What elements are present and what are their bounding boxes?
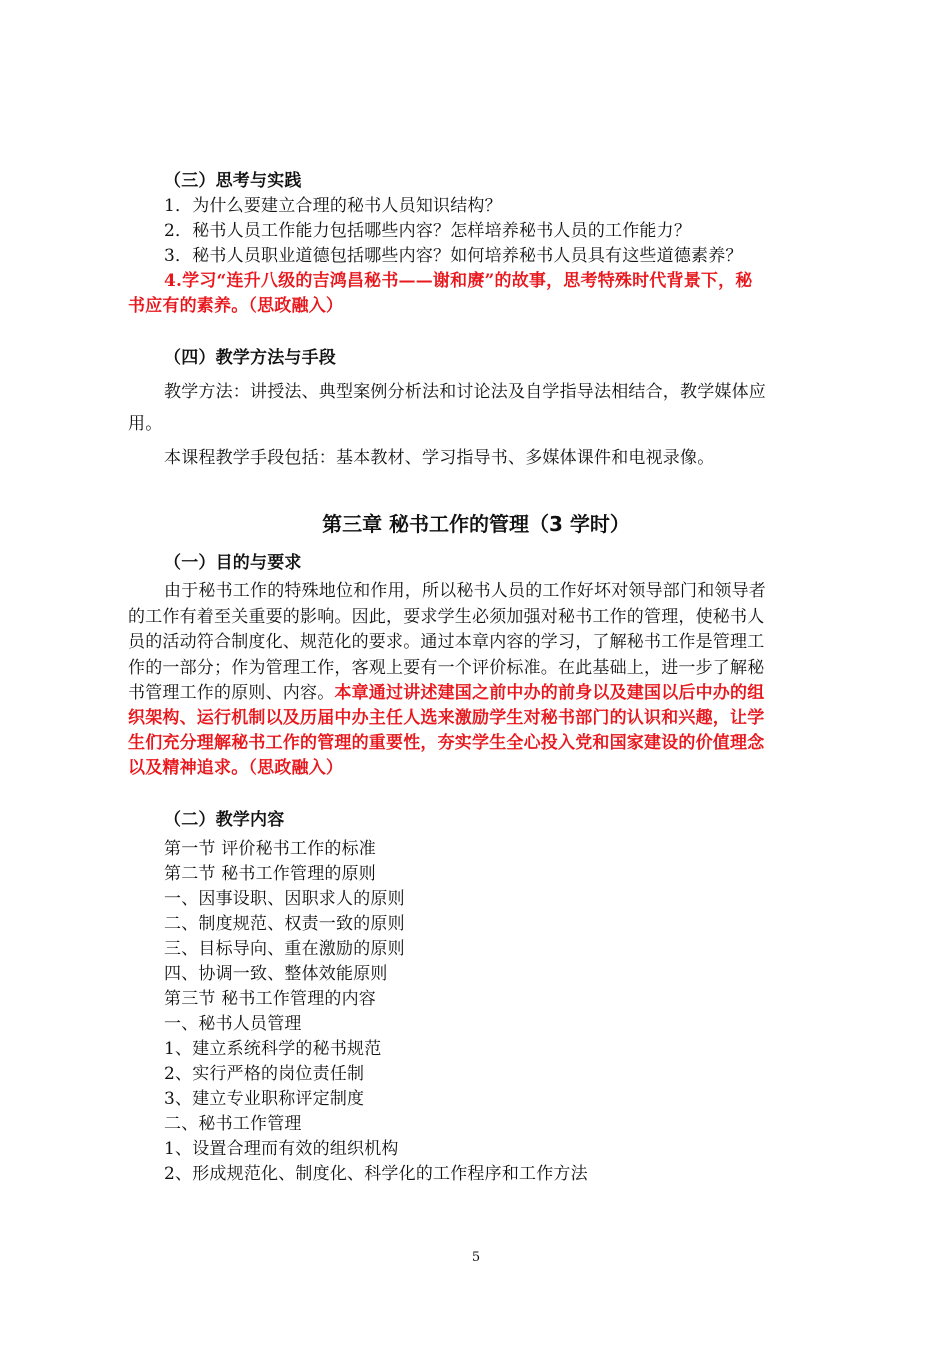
practice-item-3: 3．秘书人员职业道德包括哪些内容？如何培养秘书人员具有这些道德素养？	[164, 246, 743, 266]
content-item: 第一节 评价秘书工作的标准	[164, 839, 377, 859]
goals-red-line-3: 以及精神追求。（思政融入）	[128, 758, 344, 778]
goals-line-5-red: 本章通过讲述建国之前中办的前身以及建国以后中办的组	[334, 683, 765, 703]
practice-item-4-red-line2: 书应有的素养。（思政融入）	[128, 296, 344, 316]
goals-line-5	[128, 681, 764, 705]
content-item: 1、建立系统科学的秘书规范	[164, 1039, 382, 1059]
content-item: 1、设置合理而有效的组织机构	[164, 1139, 399, 1159]
content-item: 2、实行严格的岗位责任制	[164, 1064, 365, 1084]
section-heading-practice: （三）思考与实践	[164, 171, 302, 191]
practice-item-1: 1．为什么要建立合理的秘书人员知识结构？	[164, 196, 502, 216]
methods-paragraph-line1: 教学方法：讲授法、典型案例分析法和讨论法及自学指导法相结合，教学媒体应	[164, 382, 766, 402]
chapter-title: 第三章 秘书工作的管理（3 学时）	[322, 512, 630, 536]
content-item: 2、形成规范化、制度化、科学化的工作程序和工作方法	[164, 1164, 588, 1184]
practice-item-2: 2．秘书人员工作能力包括哪些内容？怎样培养秘书人员的工作能力？	[164, 221, 692, 241]
content-item: 二、制度规范、权责一致的原则	[164, 914, 405, 934]
goals-red-line-1: 织架构、运行机制以及历届中办主任人选来激励学生对秘书部门的认识和兴趣，让学	[128, 708, 765, 728]
practice-item-4-red-line1: 4.学习“连升八级的吉鸿昌秘书——谢和赓”的故事，思考特殊时代背景下，秘	[164, 271, 753, 291]
content-item: 一、秘书人员管理	[164, 1014, 302, 1034]
content-item: 3、建立专业职称评定制度	[164, 1089, 365, 1109]
goals-line-3: 员的活动符合制度化、规范化的要求。通过本章内容的学习，了解秘书工作是管理工	[128, 632, 765, 652]
content-item: 一、因事设职、因职求人的原则	[164, 889, 405, 909]
section-heading-goals: （一）目的与要求	[164, 553, 302, 573]
content-item: 四、协调一致、整体效能原则	[164, 964, 388, 984]
methods-paragraph-2: 本课程教学手段包括：基本教材、学习指导书、多媒体课件和电视录像。	[164, 448, 715, 468]
methods-paragraph-line2: 用。	[128, 414, 163, 434]
content-item: 二、秘书工作管理	[164, 1114, 302, 1134]
goals-red-line-2: 生们充分理解秘书工作的管理的重要性，夯实学生全心投入党和国家建设的价值理念	[128, 733, 765, 753]
section-heading-content: （二）教学内容	[164, 810, 285, 830]
page-number: 5	[471, 1250, 481, 1265]
content-item: 第二节 秘书工作管理的原则	[164, 864, 377, 884]
section-heading-methods: （四）教学方法与手段	[164, 348, 336, 368]
content-item: 三、目标导向、重在激励的原则	[164, 939, 405, 959]
content-item: 第三节 秘书工作管理的内容	[164, 989, 377, 1009]
goals-line-1: 由于秘书工作的特殊地位和作用，所以秘书人员的工作好坏对领导部门和领导者	[164, 581, 766, 601]
goals-line-4: 作的一部分；作为管理工作，客观上要有一个评价标准。在此基础上，进一步了解秘	[128, 658, 765, 678]
goals-line-5-black: 书管理工作的原则、内容。	[128, 683, 335, 703]
goals-line-2: 的工作有着至关重要的影响。因此，要求学生必须加强对秘书工作的管理，使秘书人	[128, 607, 765, 627]
